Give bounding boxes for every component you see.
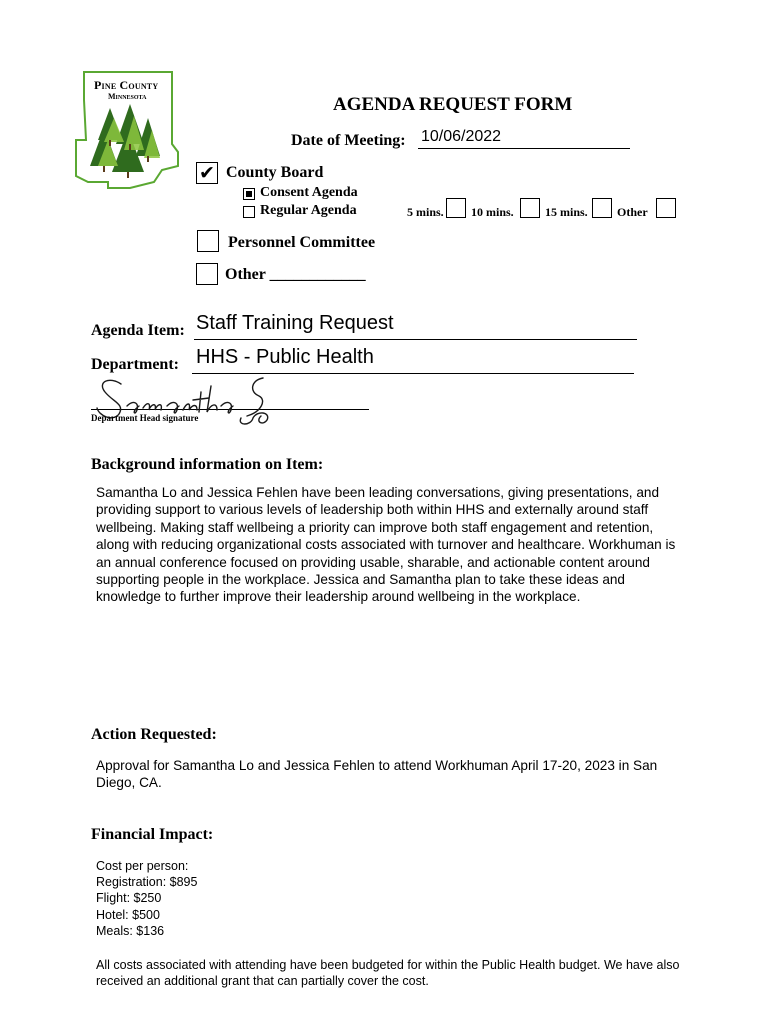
consent-agenda-label: Consent Agenda — [260, 185, 358, 200]
other-label: Other ____________ — [225, 266, 366, 283]
note-line: All costs associated with attending have been budgeted for within the Public Health budget. We have also — [96, 958, 680, 972]
financial-costs — [96, 858, 197, 939]
action-heading: Action Requested: — [91, 726, 217, 743]
financial-note — [96, 957, 679, 989]
background-line: an annual conference focused on providing usable, sharable, and actionable content around — [96, 554, 650, 570]
department-label: Department: — [91, 356, 179, 373]
background-heading: Background information on Item: — [91, 456, 324, 473]
time-option-other-checkbox[interactable] — [656, 198, 676, 218]
regular-agenda-checkbox[interactable] — [243, 206, 255, 218]
consent-agenda-checkbox[interactable] — [243, 188, 255, 200]
checkmark-icon: ✔ — [199, 162, 215, 184]
financial-heading: Financial Impact: — [91, 826, 214, 843]
background-line: wellbeing. Making staff wellbeing a priority can improve both staff engagement and retention, — [96, 519, 654, 535]
cost-line: Cost per person: — [96, 859, 189, 873]
time-option-15-label: 15 mins. — [545, 205, 588, 219]
time-option-15-checkbox[interactable] — [592, 198, 612, 218]
cost-line: Registration: $895 — [96, 875, 198, 890]
time-option-other-label: Other — [617, 205, 648, 219]
other-checkbox[interactable] — [196, 263, 218, 285]
action-line: Diego, CA. — [96, 775, 162, 791]
agenda-item-label: Agenda Item: — [91, 322, 185, 339]
date-label: Date of Meeting: — [291, 132, 406, 149]
cost-line: Hotel: $500 — [96, 907, 160, 922]
department-field[interactable]: HHS - Public Health — [196, 346, 374, 368]
logo-title: Pine County — [94, 78, 159, 92]
time-option-5-label: 5 mins. — [407, 205, 444, 219]
filled-square-icon — [246, 191, 252, 197]
background-line: providing support to various levels of leadership both within HHS and externally around staff — [96, 502, 649, 518]
time-option-10-label: 10 mins. — [471, 205, 514, 219]
background-line: knowledge to further improve their leadership around wellbeing in the workplace. — [96, 589, 581, 605]
cost-line: Flight: $250 — [96, 891, 162, 906]
regular-agenda-label: Regular Agenda — [260, 203, 357, 218]
background-line: along with reducing organizational costs associated with turnover and healthcare. Workhuman is — [96, 537, 676, 553]
time-option-5-checkbox[interactable] — [446, 198, 466, 218]
background-line: Samantha Lo and Jessica Fehlen have been leading conversations, giving presentations, and — [96, 485, 660, 500]
logo-subtitle: Minnesota — [108, 92, 147, 101]
county-logo — [74, 70, 184, 192]
personnel-committee-checkbox[interactable] — [197, 230, 219, 252]
date-field[interactable]: 10/06/2022 — [421, 128, 502, 145]
county-board-label: County Board — [226, 164, 324, 181]
background-line: supporting people in the workplace. Jessica and Samantha plan to take these ideas and — [96, 572, 625, 588]
county-board-checkbox[interactable] — [196, 162, 218, 184]
note-line: received an additional grant that can partially cover the cost. — [96, 974, 429, 989]
action-text — [96, 757, 756, 792]
personnel-committee-label: Personnel Committee — [228, 234, 376, 251]
agenda-item-field[interactable]: Staff Training Request — [196, 312, 394, 334]
cost-line: Meals: $136 — [96, 923, 165, 938]
action-line: Approval for Samantha Lo and Jessica Fehlen to attend Workhuman April 17-20, 2023 in San — [96, 758, 658, 773]
background-text — [96, 484, 756, 606]
time-option-10-checkbox[interactable] — [520, 198, 540, 218]
signature-caption: Department Head signature — [91, 413, 199, 423]
form-title: AGENDA REQUEST FORM — [333, 94, 573, 115]
